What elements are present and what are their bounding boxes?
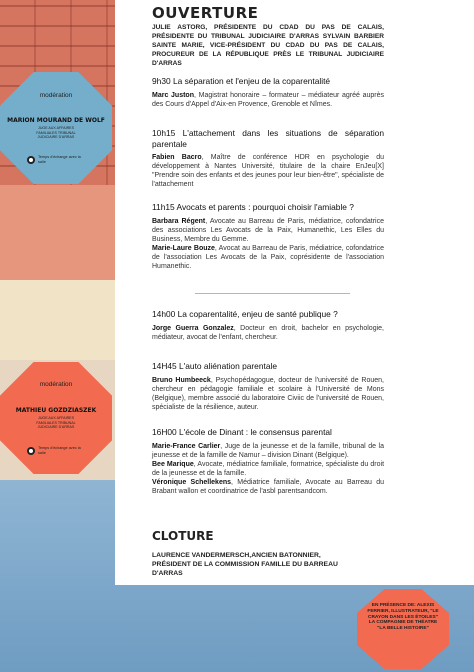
cream-panel <box>0 280 115 360</box>
exchange-text: Temps d'échange avec la salle <box>38 446 81 455</box>
speaker-desc: , Avocate, médiatrice familiale, formatrice, spécialiste du droit de la jeunesse et de la famille. <box>152 460 385 477</box>
exchange-text: Temps d'échange avec la salle <box>38 155 81 164</box>
speaker-name: Bee Marique <box>152 460 194 468</box>
opening-organizers: JULIE ASTORG, PRÉSIDENTE DU CDAD DU PAS DE CALAIS, PRÉSIDENTE DU TRIBUNAL JUDICIAIRE D'ARRAS SYLVAIN BARBIER SAINTE MARIE, VICE-PRÉSIDENT DU CDAD DU PAS DE CALAIS, PROCUREUR DE LA RÉPUBLIQUE PRÈS LE TRIBUNAL JUDICIAIRE D'ARRAS <box>152 24 384 67</box>
session-speakers <box>152 442 384 496</box>
speaker-name: Fabien Bacro <box>152 154 202 161</box>
session-item <box>152 128 384 189</box>
speaker-name: Véronique Schellekens <box>152 478 232 486</box>
speaker-desc: , Magistrat honoraire – formateur – médiateur agréé auprès des Cours d'Appel d'Aix-en Provence, Grenoble et Nîmes. <box>152 91 384 108</box>
moderator-role: JUGE AUX AFFAIRES FAMILIALES TRIBUNAL JUDICIAIRE D'ARRAS <box>36 126 76 139</box>
salmon-panel <box>0 185 115 280</box>
session-title: 11h15 Avocats et parents : pourquoi choisir l'amiable ? <box>152 202 354 212</box>
speaker-name: Bruno Humbeeck <box>152 376 211 384</box>
session-speakers <box>152 376 384 412</box>
section-divider <box>195 293 350 294</box>
session-item <box>152 427 384 496</box>
speaker-desc: , Maître de conférence HDR en psychologie du développement à Nantes Université, titulaire de la chaire EnJeu[X] "Prendre soin des enfants et des jeunes pour leur bien-être", spécialiste de l'attachement <box>152 154 384 188</box>
session-title: 10h15 L'attachement dans les situations de séparation parentale <box>152 128 384 149</box>
moderator-name: MARION MOURAND DE WOLF <box>7 117 105 124</box>
moderation-label: modération <box>39 92 73 99</box>
session-speakers <box>152 153 384 189</box>
speaker-name: Jorge Guerra Gonzalez <box>152 324 234 332</box>
speaker-desc: , Avocat au Barreau de Paris, médiatrice, cofondatrice de l'association Les Avocats de la Paix, coprésidente de l'association Humanethic. <box>152 244 385 270</box>
speaker-name: Marc Juston <box>152 91 194 99</box>
opening-title: OUVERTURE <box>152 4 259 22</box>
session-speakers <box>152 91 384 109</box>
session-title: 9h30 La séparation et l'enjeu de la coparentalité <box>152 76 331 86</box>
speaker-desc: , Médiatrice familiale, Avocate au Barreau du Brabant wallon et coordinatrice de l'asbl parentsandcom. <box>152 478 384 495</box>
speaker-name: Barbara Régent <box>152 217 206 225</box>
speech-bubble-icon <box>27 447 35 455</box>
exchange-note <box>27 446 84 455</box>
session-item <box>152 309 384 342</box>
session-title: 14H45 L'auto aliénation parentale <box>152 361 277 371</box>
speaker-desc: , Docteur en droit, bachelor en psychologie, médiateur, avocat de l'enfant, chercheur. <box>152 324 384 341</box>
speaker-name: Marie-France Carlier <box>152 442 221 450</box>
speaker-name: Marie-Laure Bouze <box>152 244 215 252</box>
speaker-desc: , Psychopédagogue, docteur de l'université de Rouen, chercheur en pédagogie familiale et scolaire à l'Université de Mons (Belgique), membre associé du laboratoire Civiic de l'université de Rouen, spécialiste de la résilience, auteur. <box>152 376 384 411</box>
session-title: 14h00 La coparentalité, enjeu de santé publique ? <box>152 309 338 319</box>
speech-bubble-icon <box>27 156 35 164</box>
session-title: 16H00 L'école de Dinant : le consensus parental <box>152 427 332 437</box>
moderation-label: modération <box>39 381 73 388</box>
presence-text: EN PRÉSENCE DE: ALEXIS FERRIER, ILLUSTRATEUR, "LE CRAYON DANS LES ÉTOILES" LA COMPAGNIE DE THÉATRE "LA BELLE HISTOIRE" <box>367 603 439 632</box>
session-item <box>152 202 384 271</box>
moderator-role: JUGE AUX AFFAIRES FAMILIALES TRIBUNAL JUDICIAIRE D'ARRAS <box>36 416 76 429</box>
session-item <box>152 76 384 109</box>
speaker-desc: , Juge de la jeunesse et de la famille, tribunal de la jeunesse et de la famille de Namur – division Dinant (Belgique). <box>152 442 384 459</box>
moderator-name: MATHIEU GOZDZIASZEK <box>15 407 97 414</box>
closing-speaker: LAURENCE VANDERMERSCH,ANCIEN BATONNIER, PRÉSIDENT DE LA COMMISSION FAMILLE DU BARREAU D'ARRAS <box>152 552 338 577</box>
session-speakers <box>152 324 384 342</box>
session-speakers <box>152 217 384 271</box>
session-item <box>152 361 384 412</box>
closing-title: CLOTURE <box>152 529 214 543</box>
exchange-note <box>27 155 84 164</box>
speaker-desc: , Avocate au Barreau de Paris, médiatrice, cofondatrice des associations Les Avocats de la Paix, Humanethic, Les Elles du Business, Membre du Gemme. <box>152 217 384 243</box>
